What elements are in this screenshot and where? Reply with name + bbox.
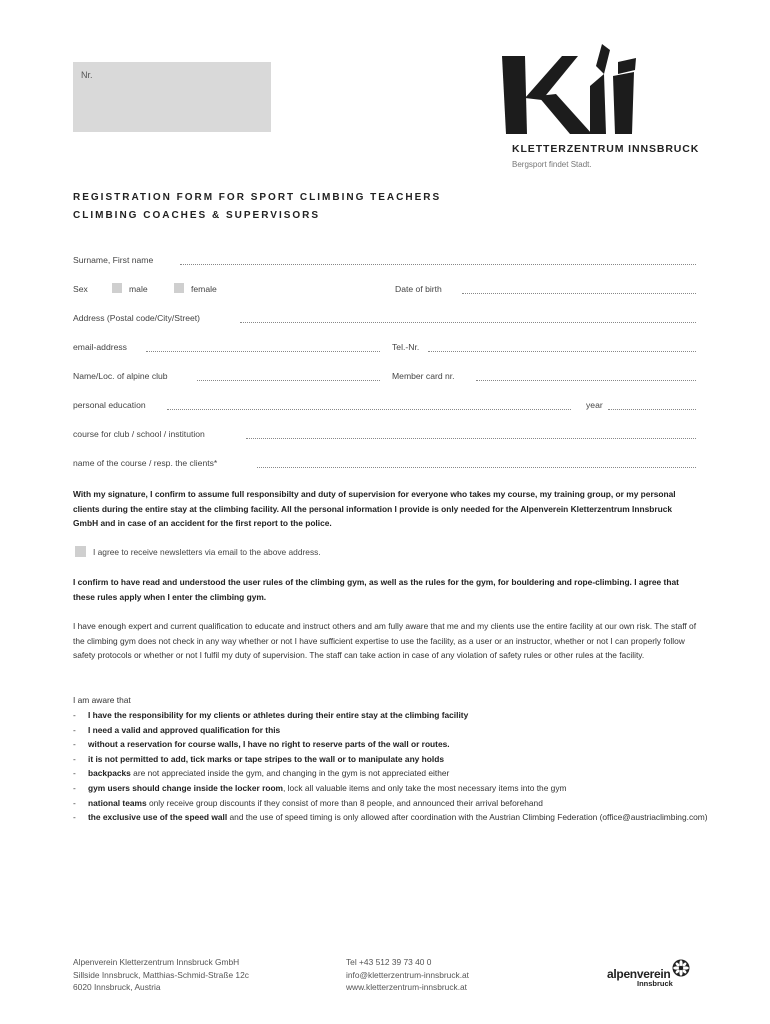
dash-bullet: - — [73, 710, 76, 720]
footer-web[interactable]: www.kletterzentrum-innsbruck.at — [346, 982, 468, 993]
female-label: female — [191, 284, 217, 294]
aware-intro: I am aware that — [73, 695, 131, 705]
footer-street: Sillside Innsbruck, Matthias-Schmid-Straße 12c — [73, 969, 249, 980]
footer-contact — [346, 956, 469, 994]
footer-city: 6020 Innsbruck, Austria — [73, 982, 161, 993]
surname-label: Surname, First name — [73, 255, 154, 265]
address-label: Address (Postal code/City/Street) — [73, 313, 201, 323]
aware-item-bold: without a reservation for course walls, I have no right to reserve parts of the wall or routes. — [88, 739, 450, 750]
surname-input[interactable] — [180, 264, 696, 265]
aware-item — [73, 737, 713, 752]
course-name-input[interactable] — [257, 467, 696, 468]
education-label: personal education — [73, 400, 146, 410]
aware-item-bold: gym users should change inside the locker room — [88, 782, 284, 793]
aware-item-text — [88, 796, 713, 811]
year-label: year — [586, 400, 603, 410]
aware-item-bold: I need a valid and approved qualification for this — [88, 724, 281, 735]
tel-input[interactable] — [428, 351, 696, 352]
email-input[interactable] — [146, 351, 380, 352]
aware-item-text — [88, 810, 713, 825]
female-checkbox[interactable] — [174, 283, 184, 293]
alpenverein-name: alpenverein — [607, 967, 671, 981]
footer-tel: Tel +43 512 39 73 40 0 — [346, 957, 432, 967]
aware-item-rest: are not appreciated inside the gym, and changing in the gym is not appreciated either — [130, 768, 450, 779]
dash-bullet: - — [73, 782, 76, 793]
rules-paragraph: I confirm to have read and understood the user rules of the climbing gym, as well as the rules for the gym, for bouldering and rope-climbing. I agree that these rules apply when I enter the climbing gym. — [73, 577, 679, 602]
aware-item-text — [88, 708, 713, 723]
course-input[interactable] — [246, 438, 696, 439]
aware-item-rest: and the use of speed timing is only allowed after coordination with the Austrian Climbing Federation (office@austriaclimbing.com) — [227, 812, 708, 823]
aware-item — [73, 752, 713, 767]
education-input[interactable] — [167, 409, 571, 410]
aware-item — [73, 723, 713, 738]
dash-bullet: - — [73, 797, 76, 808]
aware-item-bold: national teams — [88, 797, 147, 808]
expert-paragraph: I have enough expert and current qualification to educate and instruct others and am fully aware that me and my clients use the entire facility at our own risk. The staff of the climbing gym does not check in any way whether or not I have sufficient expertise to use the facility, as a user or an instructor, whether or not I can properly follow safety protocols or whether or not I fulfil my duty of supervision. The staff can take action in case of any violation of safety rules or other rules at the facility. — [73, 621, 697, 661]
logo-tagline: Bergsport findet Stadt. — [512, 160, 592, 169]
footer-address — [73, 956, 249, 994]
aware-item-text — [88, 781, 713, 796]
sex-label: Sex — [73, 284, 88, 294]
number-field[interactable] — [73, 62, 271, 132]
dash-bullet: - — [73, 812, 76, 823]
address-input[interactable] — [240, 322, 696, 323]
male-checkbox[interactable] — [112, 283, 122, 293]
dob-input[interactable] — [462, 293, 696, 294]
aware-item-text — [88, 723, 713, 738]
signature-paragraph: With my signature, I confirm to assume full responsibilty and duty of supervision for everyone who takes my course, my training group, or my personal clients during the entire stay at the climbing facility. All the personal information I provide is only needed for the Alpenverein Kletterzentrum Innsbruck GmbH and in case of an accident for the first report to the police. — [73, 489, 676, 529]
course-label: course for club / school / institution — [73, 429, 205, 439]
dash-bullet: - — [73, 768, 76, 779]
alpenverein-sub: Innsbruck — [637, 979, 673, 988]
aware-item — [73, 766, 713, 781]
alpenverein-logo — [607, 959, 690, 988]
club-label: Name/Loc. of alpine club — [73, 371, 168, 381]
aware-item — [73, 810, 713, 825]
form-title-line1: REGISTRATION FORM FOR SPORT CLIMBING TEACHERS — [73, 192, 442, 203]
newsletter-checkbox[interactable] — [75, 546, 86, 557]
aware-item-text — [88, 737, 713, 752]
aware-item-rest: , lock all valuable items and only take the most necessary items into the gym — [283, 782, 567, 793]
email-label: email-address — [73, 342, 127, 352]
aware-item-text — [88, 766, 713, 781]
club-input[interactable] — [197, 380, 380, 381]
aware-item — [73, 708, 713, 723]
footer-email[interactable]: info@kletterzentrum-innsbruck.at — [346, 969, 470, 980]
aware-item-bold: the exclusive use of the speed wall — [88, 812, 228, 823]
member-input[interactable] — [476, 380, 696, 381]
logo-name: KLETTERZENTRUM INNSBRUCK — [512, 143, 700, 155]
footer-company: Alpenverein Kletterzentrum Innsbruck GmbH — [73, 957, 240, 967]
dash-bullet: - — [73, 739, 76, 750]
aware-item-rest: only receive group discounts if they consist of more than 8 people, and announced their arrival beforehand — [146, 797, 543, 808]
course-name-label: name of the course / resp. the clients* — [73, 458, 218, 468]
form-title-line2: CLIMBING COACHES & SUPERVISORS — [73, 210, 321, 221]
aware-list — [73, 708, 713, 825]
dob-label: Date of birth — [395, 284, 442, 294]
aware-item-bold: I have the responsibility for my clients or athletes during their entire stay at the climbing facility — [88, 710, 469, 720]
year-input[interactable] — [608, 409, 696, 410]
dash-bullet: - — [73, 753, 76, 764]
tel-label: Tel.-Nr. — [392, 342, 420, 352]
ki-logo-icon — [500, 44, 670, 140]
number-label: Nr. — [81, 70, 93, 80]
aware-item — [73, 796, 713, 811]
dash-bullet: - — [73, 724, 76, 735]
member-label: Member card nr. — [392, 371, 455, 381]
aware-item-bold: backpacks — [88, 768, 131, 779]
aware-item-text — [88, 752, 713, 767]
aware-item-bold: it is not permitted to add, tick marks or tape stripes to the wall or to manipulate any holds — [88, 753, 444, 764]
newsletter-label: I agree to receive newsletters via email to the above address. — [93, 547, 321, 557]
edelweiss-icon — [672, 959, 690, 977]
aware-item — [73, 781, 713, 796]
male-label: male — [129, 284, 148, 294]
